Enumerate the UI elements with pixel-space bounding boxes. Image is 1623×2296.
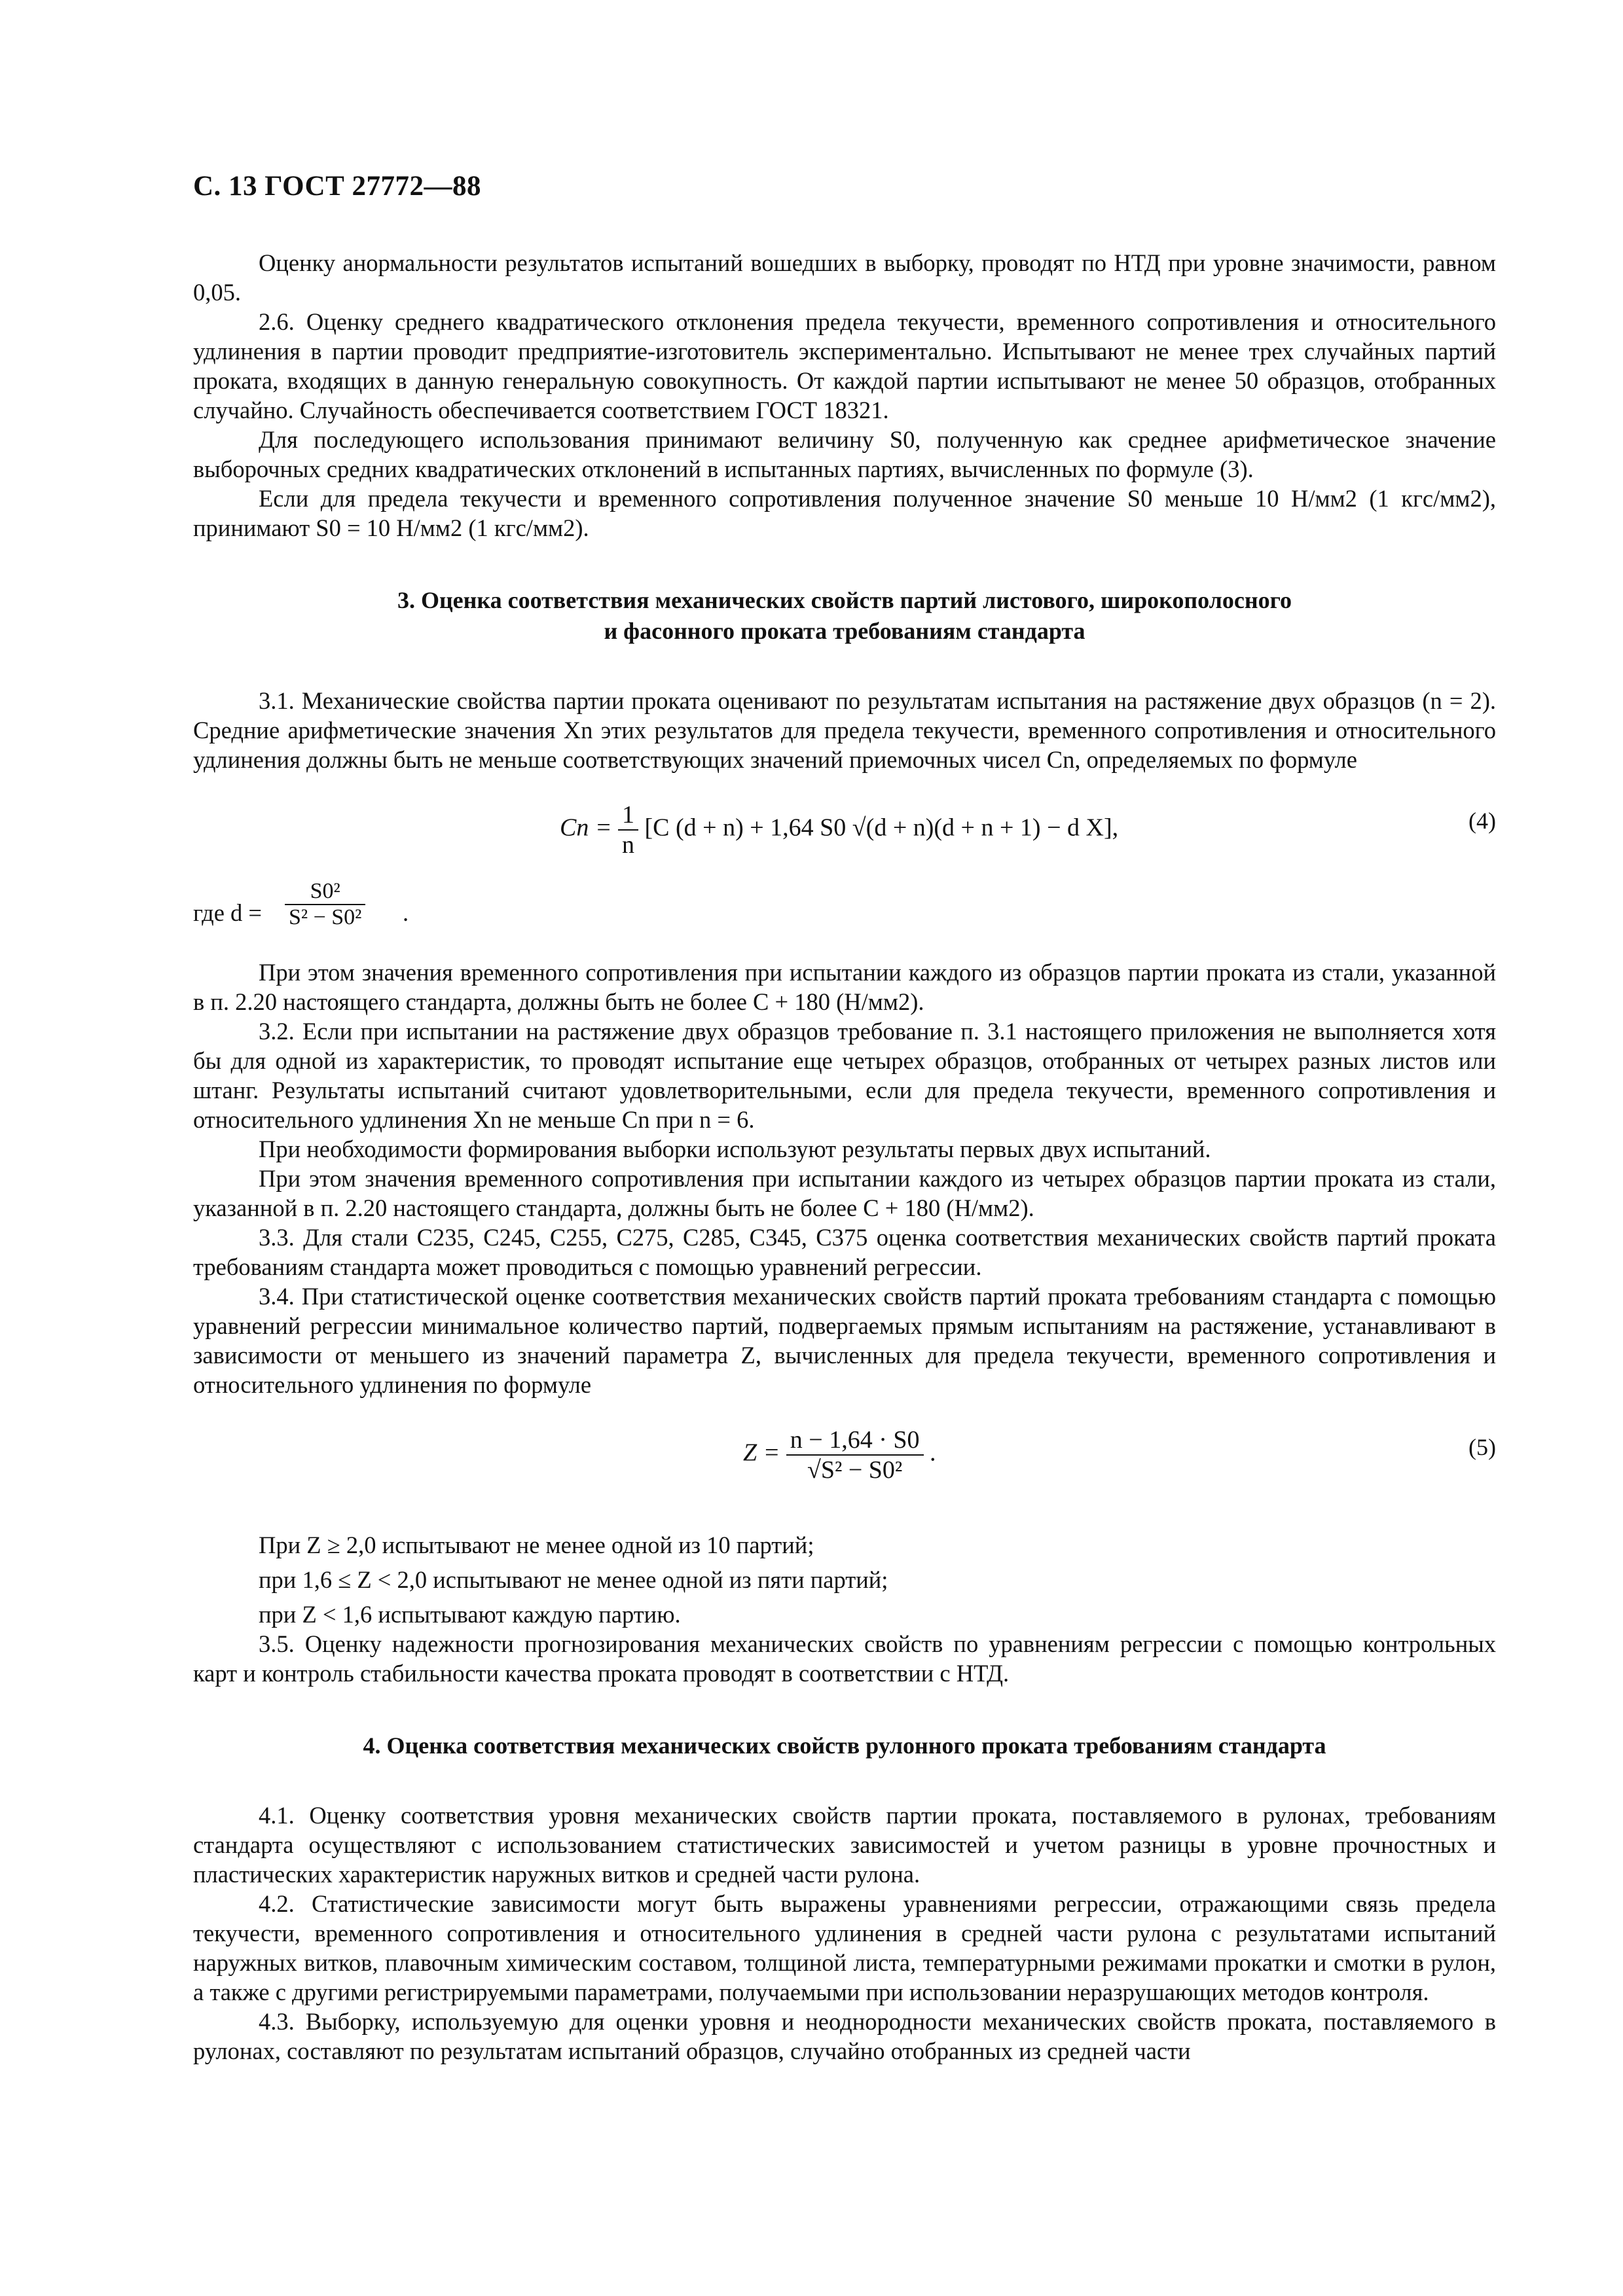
section-3-title-line-1: 3. Оценка соответствия механических свойств партий листового, широкополосного — [397, 587, 1292, 613]
paragraph-3-3: 3.3. Для стали С235, С245, С255, С275, С285, С345, С375 оценка соответствия механических свойств партий проката требованиям стандарта может проводиться с помощью уравнений регрессии. — [193, 1224, 1496, 1280]
where-end: . — [403, 899, 409, 926]
section-3-title — [193, 585, 1496, 647]
formula-4-number: (4) — [1468, 808, 1496, 834]
paragraph-4-1: 4.1. Оценку соответствия уровня механических свойств партии проката, поставляемого в рулонах, требованиям стандарта осуществляют с использованием статистических зависимостей и учетом разницы в уровне прочностных и пластических характеристик наружных витков и средней части рулона. — [193, 1802, 1496, 1888]
paragraph-4-2: 4.2. Статистические зависимости могут быть выражены уравнениями регрессии, отражающими связь предела текучести, временного сопротивления и относительного удлинения в средней части рулона с результатами испытаний наружных витков, плавочным химическим составом, толщиной листа, температурными режимами прокатки и смотки в рулон, а также с другими регистрируемыми параметрами, получаемыми при использовании неразрушающих методов контроля. — [193, 1890, 1496, 2005]
paragraph-3-5: 3.5. Оценку надежности прогнозирования механических свойств по уравнениям регрессии с помощью контрольных карт и контроль стабильности качества проката проводят в соответствии с НТД. — [193, 1630, 1496, 1687]
paragraph-4-3: 4.3. Выборку, используемую для оценки уровня и неоднородности механических свойств проката, поставляемого в рулонах, составляют по результатам испытаний образцов, случайно отобранных из средней части — [193, 2008, 1496, 2064]
formula-5-number: (5) — [1468, 1434, 1496, 1460]
formula-4 — [193, 794, 1496, 872]
paragraph-3-1: 3.1. Механические свойства партии проката оценивают по результатам испытания на растяжение двух образцов (n = 2). Средние арифметические значения Xn этих результатов для предела текучести, временного сопротивления и относительного удлинения должны быть не меньше соответствующих значений приемочных чисел Cn, определяемых по формуле — [193, 687, 1496, 773]
document-page — [193, 170, 1496, 2066]
paragraph: При необходимости формирования выборки используют результаты первых двух испытаний. — [259, 1136, 1211, 1162]
section-3-title-line-2: и фасонного проката требованиям стандарта — [604, 618, 1085, 644]
list-item: при Z < 1,6 испытывают каждую партию. — [259, 1601, 681, 1628]
where-clause — [193, 879, 1496, 958]
section-4-title: 4. Оценка соответствия механических свойств рулонного проката требованиям стандарта — [363, 1732, 1326, 1759]
paragraph-3-4: 3.4. При статистической оценке соответствия механических свойств партий проката требованиям стандарта с помощью уравнений регрессии минимальное количество партий, подвергаемых прямым испытаниям на растяжение, устанавливают в зависимости от меньшего из значений параметра Z, вычисленных для предела текучести, временного сопротивления и относительного удлинения по формуле — [193, 1283, 1496, 1398]
paragraph: Оценку анормальности результатов испытаний вошедших в выборку, проводят по НТД при уровне значимости, равном 0,05. — [193, 249, 1496, 306]
paragraph: 2.6. Оценку среднего квадратического отклонения предела текучести, временного сопротивления и относительного удлинения в партии проводит предприятие-изготовитель экспериментально. Испытывают не менее трех случайных партий проката, входящих в данную генеральную совокупность. От каждой партии испытывают не менее 50 образцов, отобранных случайно. Случайность обеспечивается соответствием ГОСТ 18321. — [193, 308, 1496, 423]
formula-5-fraction: $\frac{n - 1,64 \cdot S0}{\text{√S² − S0²}}$ — [786, 1426, 924, 1484]
paragraph: При этом значения временного сопротивления при испытании каждого из четырех образцов партии проката из стали, указанной в п. 2.20 настоящего стандарта, должны быть не более C + 180 (Н/мм2). — [193, 1165, 1496, 1221]
list-item: при 1,6 ≤ Z < 2,0 испытывают не менее одной из пяти партий; — [259, 1566, 888, 1593]
where-fraction: $\frac{\text{S0²}}{\text{S² − S0²}}$ — [285, 879, 365, 930]
paragraph-3-2: 3.2. Если при испытании на растяжение двух образцов требование п. 3.1 настоящего приложения не выполняется хотя бы для одной из характеристик, то проводят испытание еще четырех образцов, отобранных от четырех разных листов или штанг. Результаты испытаний считают удовлетворительными, если для предела текучести, временного сопротивления и относительного удлинения Xn не меньше Cn при n = 6. — [193, 1018, 1496, 1133]
formula-5-end: . — [930, 1439, 936, 1467]
formula-5 — [193, 1419, 1496, 1511]
paragraph: Для последующего использования принимают величину S0, полученную как среднее арифметическое значение выборочных средних квадратических отклонений в испытанных партиях, вычисленных по формуле (3). — [193, 426, 1496, 482]
paragraph: Если для предела текучести и временного сопротивления полученное значение S0 меньше 10 Н/мм2 (1 кгс/мм2), принимают S0 = 10 Н/мм2 (1 кгс/мм2). — [193, 485, 1496, 541]
list-item: При Z ≥ 2,0 испытывают не менее одной из 10 партий; — [259, 1532, 814, 1558]
page-header: С. 13 ГОСТ 27772—88 — [193, 171, 482, 202]
where-label: где d = — [193, 899, 263, 926]
paragraph: При этом значения временного сопротивления при испытании каждого из образцов партии проката из стали, указанной в п. 2.20 настоящего стандарта, должны быть не более C + 180 (Н/мм2). — [193, 959, 1496, 1015]
formula-4-lhs: Cn = — [560, 814, 612, 842]
formula-4-fraction: $\frac{1}{n}$ — [618, 800, 638, 859]
formula-5-lhs: Z = — [743, 1439, 780, 1467]
formula-4-body: [C (d + n) + 1,64 S0 √(d + n)(d + n + 1) − d X], — [644, 814, 1119, 842]
